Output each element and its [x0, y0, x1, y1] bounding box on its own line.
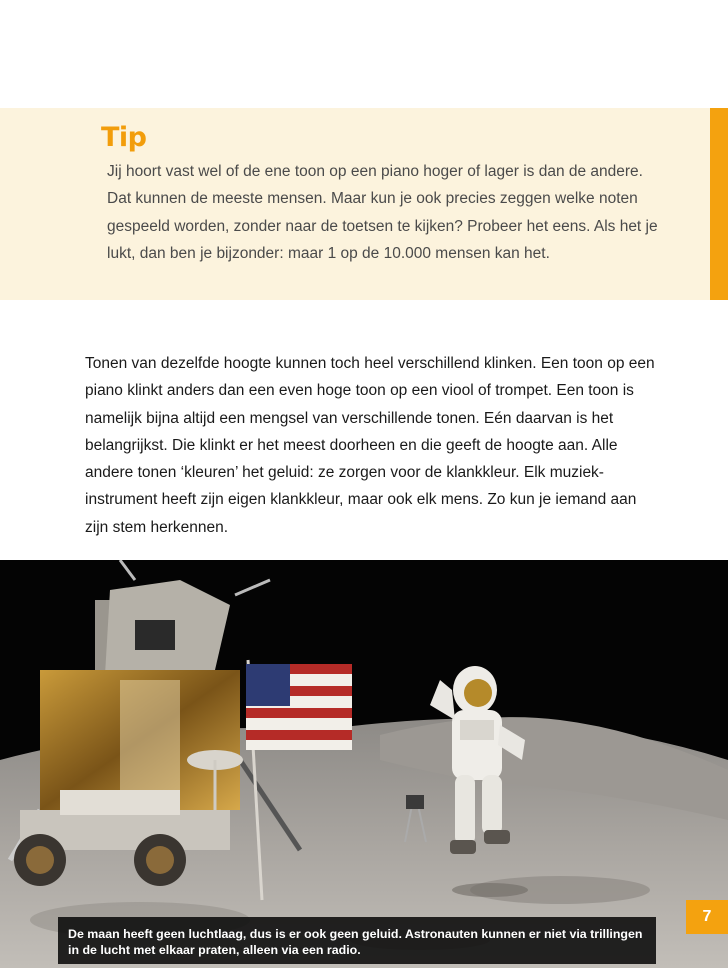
tip-accent-bar — [710, 108, 728, 300]
body-paragraph: Tonen van dezelfde hoogte kunnen toch heel verschillend klinken. Een toon op een piano klinkt anders dan een even hoge toon op een viool of trompet. Een toon is namelijk bijna altijd een mengsel van verschillende tonen. Eén daarvan is het belangrijkst. Die klinkt er het meest doorheen en die geeft de hoogte aan. Alle andere tonen ‘kleuren’ het geluid: ze zorgen voor de klankkleur. Elk muziek-instrument heeft zijn eigen klankkleur, maar ook elk mens. Zo kun je iemand aan zijn stem herkennen. — [85, 355, 655, 536]
tip-text: Jij hoort vast wel of de ene toon op een piano hoger of lager is dan de andere. Dat kunnen de meeste mensen. Maar kun je ook precies zeggen welke noten gespeeld worden, zonder naar de toetsen te kijken? Probeer het eens. Als het je lukt, dan ben je bijzonder: maar 1 op de 10.000 mensen kan het. — [107, 163, 658, 262]
tip-title: Tip — [101, 122, 147, 153]
moon-landing-photo — [0, 560, 728, 968]
photo-caption: De maan heeft geen luchtlaag, dus is er ook geen geluid. Astronauten kunnen er niet via trillingen in de lucht met elkaar praten, alleen via een radio. — [58, 917, 656, 964]
page-number: 7 — [686, 900, 728, 934]
